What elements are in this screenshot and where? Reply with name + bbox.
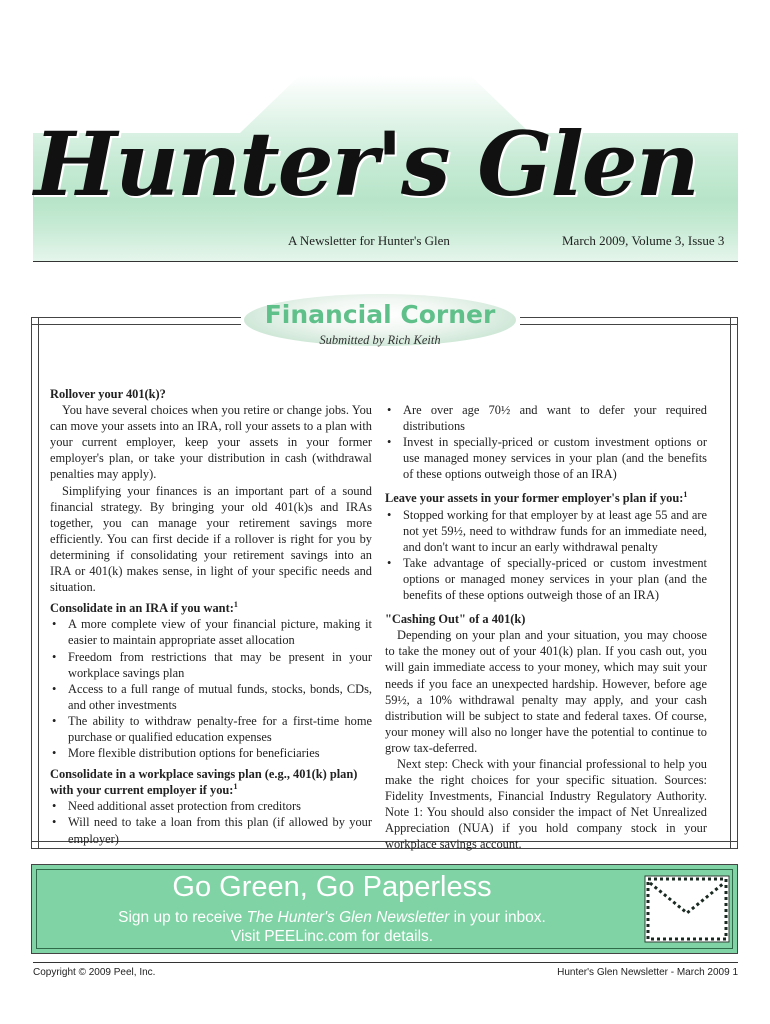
frame-right-rule xyxy=(730,317,738,849)
masthead-tagline: A Newsletter for Hunter's Glen xyxy=(288,233,450,248)
list-item: • Need additional asset protection from creditors xyxy=(50,798,372,814)
heading-leave-assets: Leave your assets in your former employer's plan if you:$^1$ xyxy=(385,490,688,506)
masthead-issue-info: March 2009, Volume 3, Issue 3 xyxy=(562,233,725,248)
list-item: • The ability to withdraw penalty-free for a first-time home purchase or qualified education expenses xyxy=(50,713,372,745)
masthead-rule xyxy=(33,261,738,262)
banner-signup-text: Sign up to receive The Hunter's Glen Newsletter in your inbox. xyxy=(118,909,546,926)
heading-cashing-out: "Cashing Out" of a 401(k) xyxy=(385,612,526,627)
frame-left-rule xyxy=(31,317,39,849)
newsletter-name: The Hunter's Glen Newsletter xyxy=(246,909,450,926)
banner-visit-link[interactable]: Visit PEELinc.com for details. xyxy=(230,928,434,945)
frame-top-right-rule xyxy=(520,317,738,325)
footnote-marker: 1 xyxy=(233,782,238,792)
envelope-icon xyxy=(642,873,732,945)
list-item: • A more complete view of your financial picture, making it easier to maintain appropriate asset allocation xyxy=(50,616,372,648)
list-workplace-reasons-continued xyxy=(385,402,707,482)
paragraph-simplifying: Simplifying your finances is an important part of a sound financial strategy. By bringing your old 401(k)s and IRAs together, you can manage your retirement savings more efficiently. You can first decide if a rollover is right for you by determining if consolidating your retirement savings into an IRA or 401(k) makes sense, in light of your specific needs and situation. xyxy=(50,483,372,595)
go-green-banner xyxy=(31,864,738,954)
footer-page-info: Hunter's Glen Newsletter - March 2009 1 xyxy=(557,967,738,978)
heading-consolidate-ira: Consolidate in an IRA if you want:$^1$ xyxy=(50,600,238,616)
list-item: • Invest in specially-priced or custom investment options or use managed money services in your plan (and the benefits of these options outweigh those of an IRA) xyxy=(385,434,707,482)
paragraph-choices: You have several choices when you retire or change jobs. You can move your assets into an IRA, roll your assets to a plan with your current employer, keep your assets in your former employer's plan, or take your distribution in cash (withdrawal penalties may apply). xyxy=(50,403,372,482)
article-left-column xyxy=(50,386,372,847)
list-item: • Are over age 70½ and want to defer your required distributions xyxy=(385,402,707,434)
list-item: • More flexible distribution options for beneficiaries xyxy=(50,745,372,761)
list-item: • Access to a full range of mutual funds, stocks, bonds, CDs, and other investments xyxy=(50,681,372,713)
list-item: • Take advantage of specially-priced or custom investment options or managed money services in your plan (and the benefits of these options outweigh those of an IRA) xyxy=(385,555,707,603)
heading-consolidate-workplace: Consolidate in a workplace savings plan (e.g., 401(k) plan) with your current employer if you:$^1$ xyxy=(50,767,358,798)
frame-top-left-rule xyxy=(31,317,241,325)
list-workplace-reasons xyxy=(50,798,372,846)
paragraph-next-step: Next step: Check with your financial professional to help you make the right choices for your specific situation. Sources: Fidelity Investments, Financial Industry Regulatory Authority. Note 1: You should also consider the impact of Net Unrealized Appreciation (NUA) if you hold company stock in your workplace savings account. xyxy=(385,756,707,852)
list-item: • Freedom from restrictions that may be present in your workplace savings plan xyxy=(50,649,372,681)
footer-rule xyxy=(33,962,738,963)
heading-rollover: Rollover your 401(k)? xyxy=(50,387,166,401)
section-title: Financial Corner xyxy=(264,300,496,329)
masthead-title: Hunter's Glen xyxy=(34,112,698,216)
footer-copyright: Copyright © 2009 Peel, Inc. xyxy=(33,967,156,978)
list-item: • Will need to take a loan from this plan (if allowed by your employer) xyxy=(50,814,372,846)
article-byline: Submitted by Rich Keith xyxy=(319,333,441,347)
list-ira-reasons xyxy=(50,616,372,761)
list-leave-reasons xyxy=(385,507,707,604)
banner-title: Go Green, Go Paperless xyxy=(172,871,492,903)
footnote-marker: 1 xyxy=(683,490,688,500)
footnote-marker: 1 xyxy=(233,600,238,610)
article-right-column xyxy=(385,402,707,853)
paragraph-cashing-out: Depending on your plan and your situation, you may choose to take the money out of your 401(k) plan. If you cash out, you will gain immediate access to your money, which may suit your needs if you face an unexpected hardship. However, before age 59½, a 10% withdrawal penalty may apply, and your cash distribution will be subject to state and federal taxes. Of course, your money will also no longer have the potential to continue to grow tax-deferred. xyxy=(385,628,707,755)
list-item: • Stopped working for that employer by at least age 55 and are not yet 59½, need to withdraw funds for an immediate need, and don't want to incur an early withdrawal penalty xyxy=(385,507,707,555)
